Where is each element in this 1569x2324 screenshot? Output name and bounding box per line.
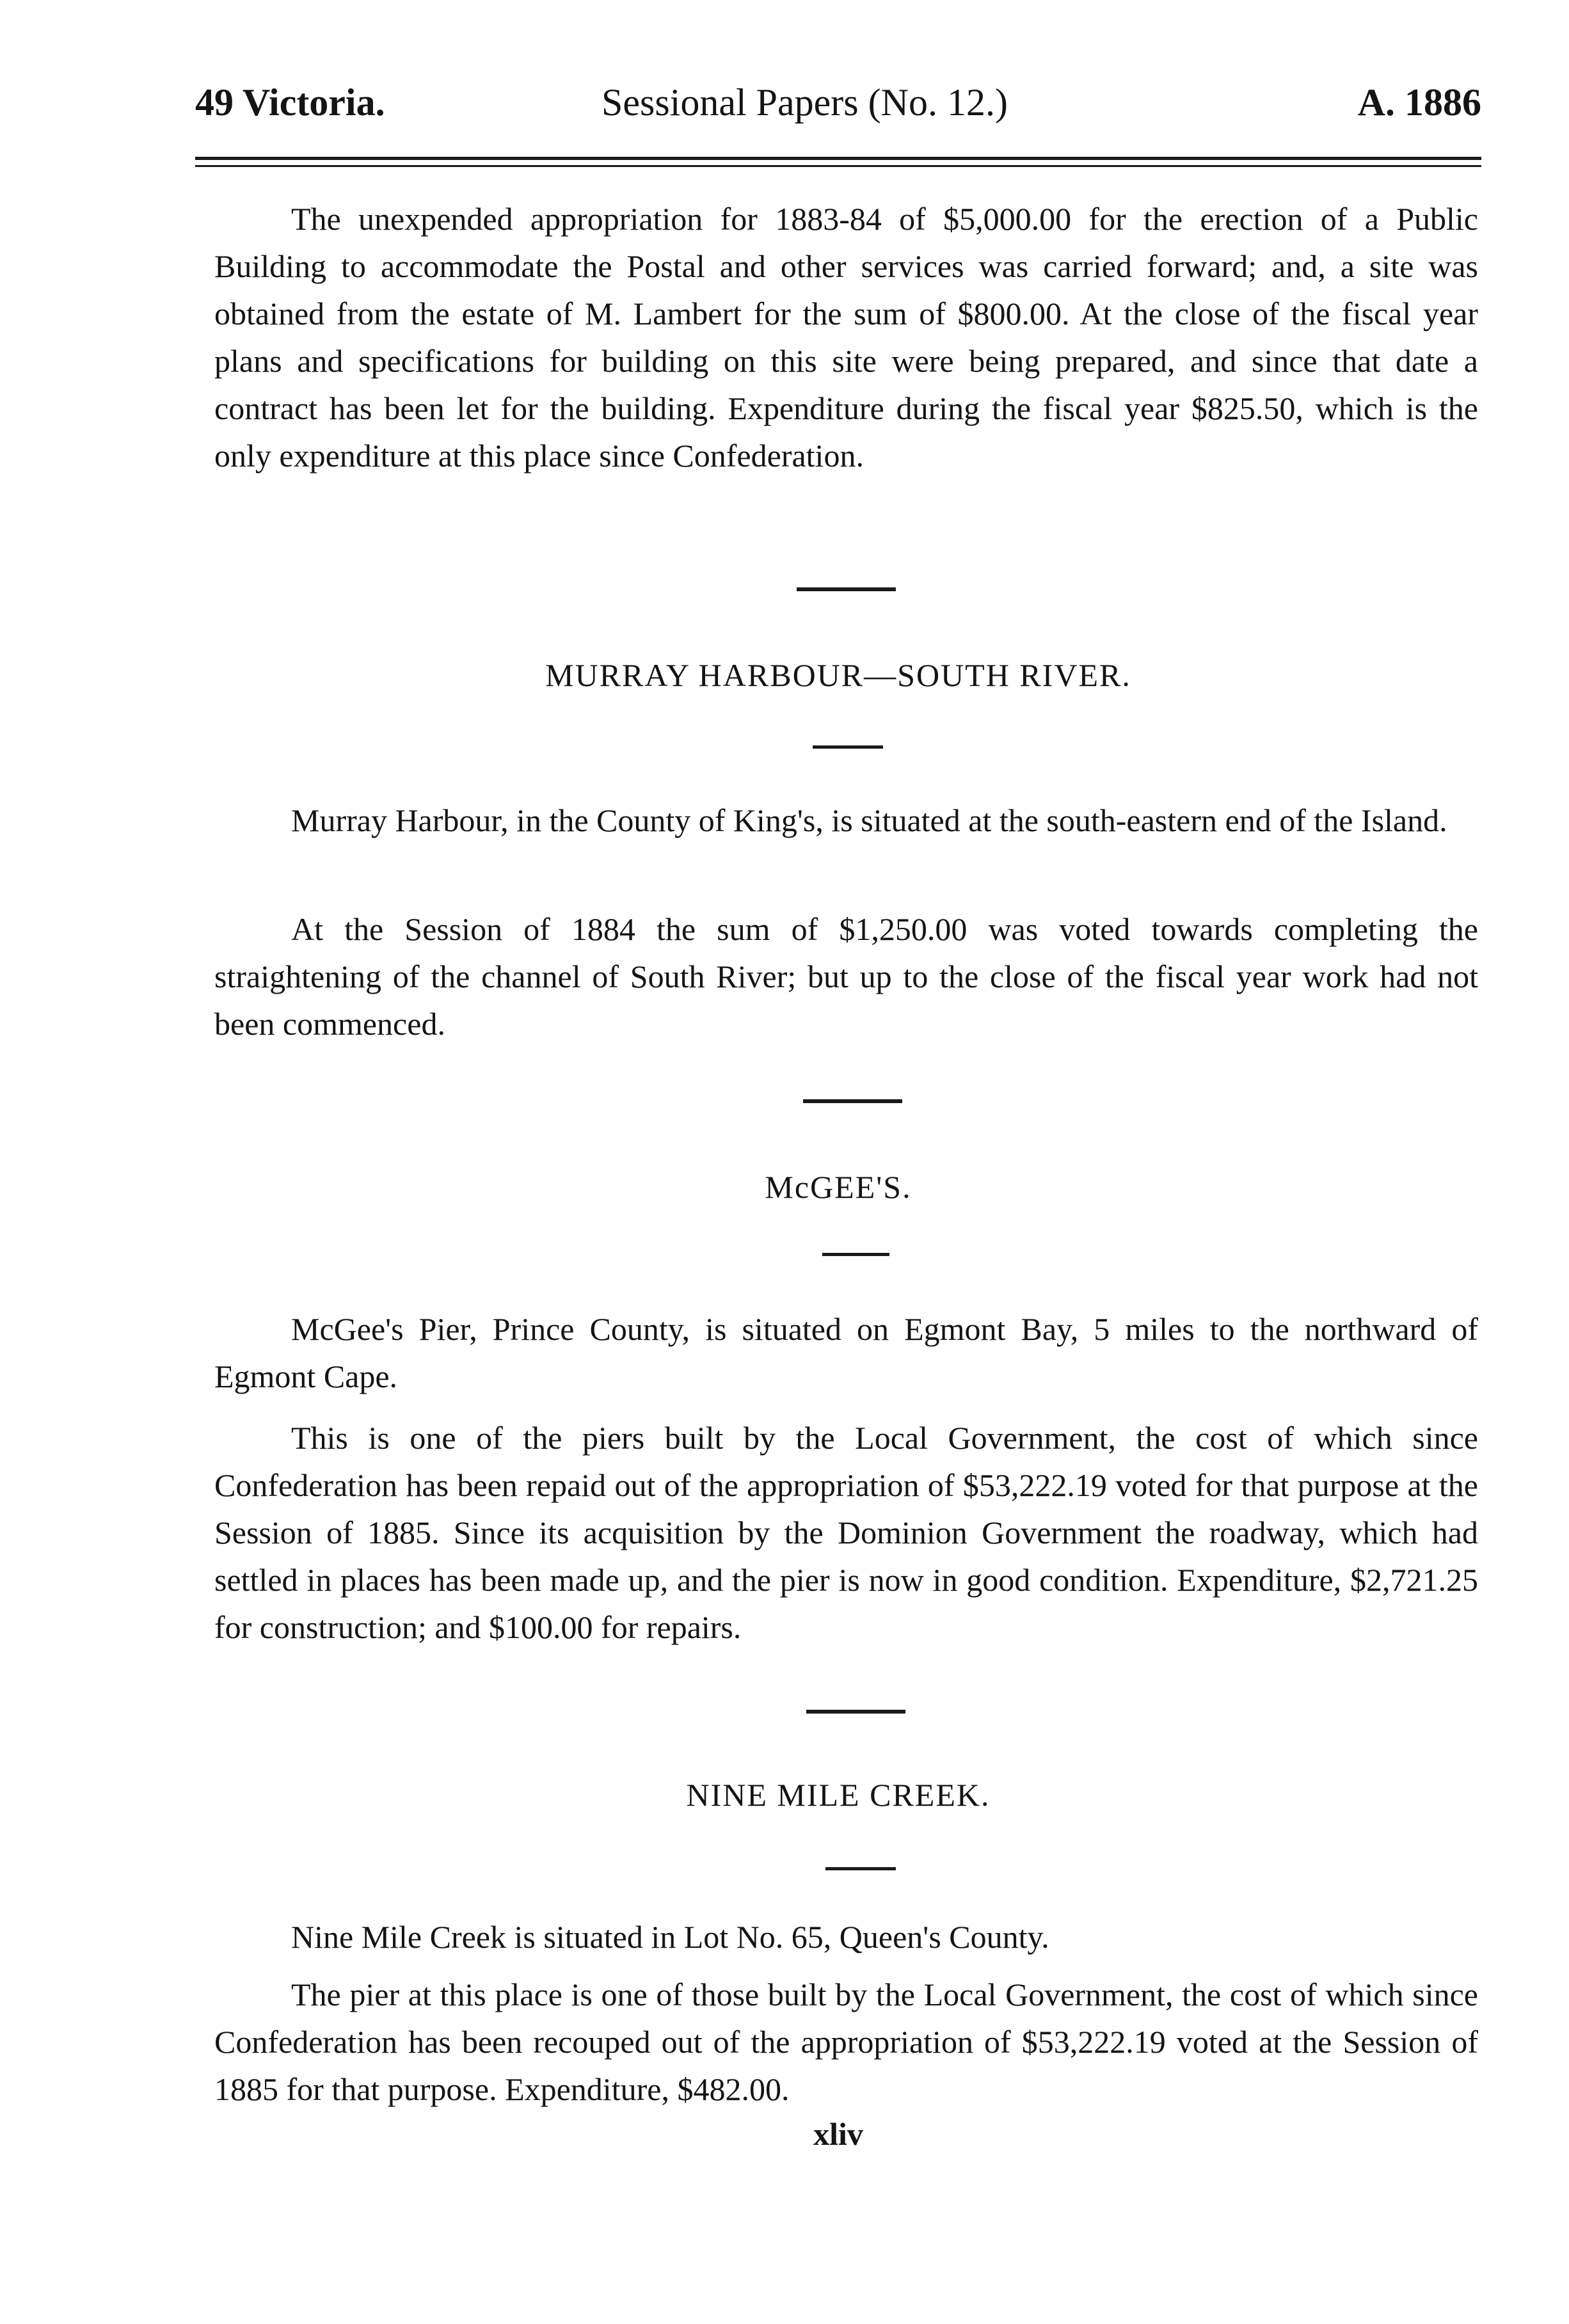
ninemile-paragraph-2: The pier at this place is one of those built by the Local Government, the cost of which since Confederation has been recouped out of the appropriation of $53,222.19 voted at the Session of 1885 for that purpose. Expenditure, $482.00. xyxy=(214,1977,1478,2107)
intro-paragraph: The unexpended appropriation for 1883-84 of $5,000.00 for the erection of a Public Building to accommodate the Postal and other services was carried forward; and, a site was obtained from the estate of M. Lambert for the sum of $800.00. At the close of the fiscal year plans and specifications for building on this site were being prepared, and since that date a contract has been let for the building. Expenditure during the fiscal year $825.50, which is the only expenditure at this place since Confederation. xyxy=(214,201,1478,474)
header-rule-bottom xyxy=(195,165,1481,167)
mcgees-paragraph-1: McGee's Pier, Prince County, is situated on Egmont Bay, 5 miles to the northward of Egmont Cape. xyxy=(214,1311,1478,1394)
mcgees-paragraph-2: This is one of the piers built by the Local Government, the cost of which since Confederation has been repaid out of the appropriation of $53,222.19 voted for that purpose at the Session of 1885. Since its acquisition by the Dominion Government the roadway, which had settled in places has been made up, and the pier is now in good condition. Expenditure, $2,721.25 for construction; and $100.00 for repairs. xyxy=(214,1420,1478,1645)
section-divider xyxy=(813,745,883,749)
page-number: xliv xyxy=(813,2116,863,2152)
header-year: A. 1886 xyxy=(1357,81,1481,123)
section-divider xyxy=(825,1867,896,1870)
section-divider xyxy=(806,1710,905,1714)
section-divider xyxy=(803,1099,902,1103)
running-header xyxy=(195,77,1481,128)
section-title-ninemile: NINE MILE CREEK. xyxy=(686,1777,991,1813)
header-volume: 49 Victoria. xyxy=(195,81,385,123)
murray-paragraph-2: At the Session of 1884 the sum of $1,250.00 was voted towards completing the straightening of the channel of South River; but up to the close of the fiscal year work had not been commenced. xyxy=(214,911,1478,1042)
header-title: Sessional Papers (No. 12.) xyxy=(601,81,1008,123)
section-title-murray: MURRAY HARBOUR—SOUTH RIVER. xyxy=(545,657,1131,693)
header-rule-top xyxy=(195,157,1481,160)
murray-paragraph-1: Murray Harbour, in the County of King's, is situated at the south-eastern end of the Island. xyxy=(291,802,1447,838)
section-divider xyxy=(797,587,896,591)
section-title-mcgees: McGEE'S. xyxy=(765,1169,912,1205)
section-divider xyxy=(822,1253,889,1256)
ninemile-paragraph-1: Nine Mile Creek is situated in Lot No. 65, Queen's County. xyxy=(291,1919,1049,1955)
